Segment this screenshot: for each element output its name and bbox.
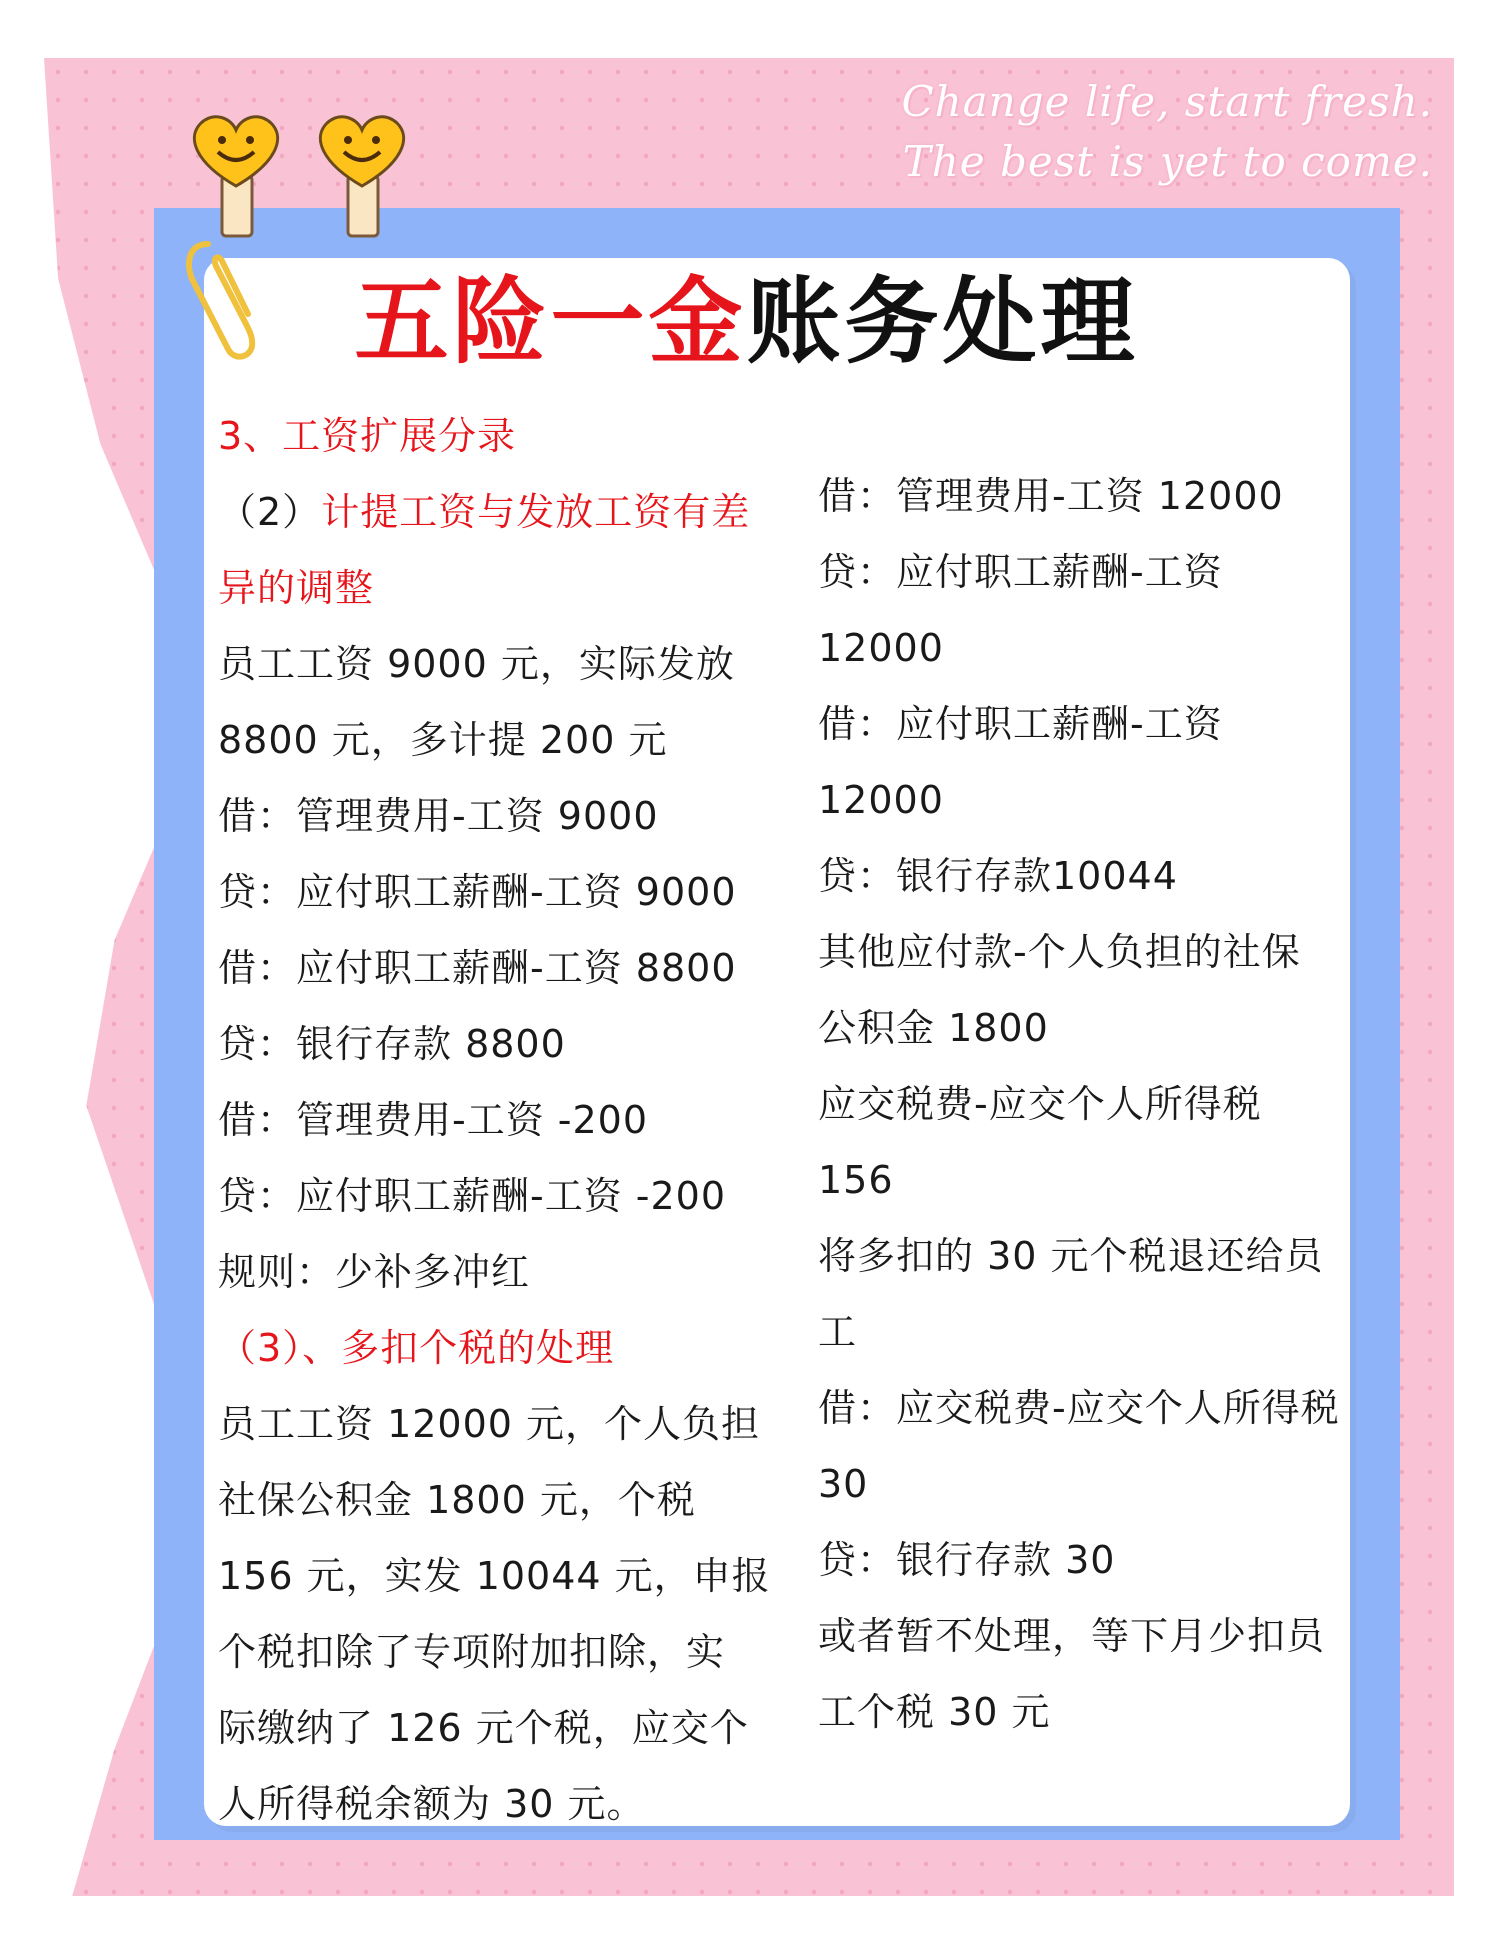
right-line: 贷：银行存款10044 <box>818 854 1178 898</box>
left-line: 员工工资 9000 元，实际发放 <box>218 642 735 686</box>
right-line: 将多扣的 30 元个税退还给员 <box>818 1234 1324 1278</box>
right-line: 借：应交税费-应交个人所得税 <box>818 1386 1340 1430</box>
left-line: 社保公积金 1800 元，个税 <box>218 1478 696 1522</box>
smiley-heart-icon <box>186 108 286 238</box>
title-red: 五险一金 <box>354 268 747 377</box>
left-line: 际缴纳了 126 元个税，应交个 <box>218 1706 749 1750</box>
left-line: 异的调整 <box>218 566 375 610</box>
right-line: 工 <box>818 1310 858 1354</box>
right-line: 12000 <box>818 778 944 822</box>
right-line: 贷：银行存款 30 <box>818 1538 1116 1582</box>
left-line: 个税扣除了专项附加扣除，实 <box>218 1630 726 1674</box>
right-line: 应交税费-应交个人所得税 <box>818 1082 1262 1126</box>
right-line: 156 <box>818 1158 894 1202</box>
left-line: 人所得税余额为 30 元。 <box>218 1782 646 1826</box>
smiley-heart-icon-2 <box>312 108 412 238</box>
left-line: 借：管理费用-工资 -200 <box>218 1098 649 1142</box>
right-line: 公积金 1800 <box>818 1006 1049 1050</box>
line-text: 计提工资与发放工资有差 <box>321 490 751 534</box>
left-column <box>218 398 778 1842</box>
left-line: 156 元，实发 10044 元，申报 <box>218 1554 771 1598</box>
line-prefix: （2） <box>218 490 322 534</box>
left-line: 借：应付职工薪酬-工资 8800 <box>218 946 737 990</box>
right-line: 12000 <box>818 626 944 670</box>
left-line: 员工工资 12000 元，个人负担 <box>218 1402 761 1446</box>
right-line: 工个税 30 元 <box>818 1690 1051 1734</box>
right-line: 或者暂不处理，等下月少扣员 <box>818 1614 1326 1658</box>
right-line: 借：管理费用-工资 12000 <box>818 474 1284 518</box>
right-line: 借：应付职工薪酬-工资 <box>818 702 1223 746</box>
left-line: 3、工资扩展分录 <box>218 414 517 458</box>
left-line <box>218 474 778 550</box>
tagline-line-2: The best is yet to come. <box>902 137 1433 186</box>
left-line: 贷：应付职工薪酬-工资 9000 <box>218 870 737 914</box>
left-line: 贷：应付职工薪酬-工资 -200 <box>218 1174 727 1218</box>
tagline-line-1: Change life, start fresh. <box>901 77 1433 126</box>
left-line: 规则：少补多冲红 <box>218 1250 531 1294</box>
right-line: 30 <box>818 1462 869 1506</box>
left-line: 8800 元，多计提 200 元 <box>218 718 668 762</box>
right-column <box>818 458 1358 1750</box>
right-line: 其他应付款-个人负担的社保 <box>818 930 1301 974</box>
left-line: 贷：银行存款 8800 <box>218 1022 566 1066</box>
left-line: （3）、多扣个税的处理 <box>218 1326 615 1370</box>
tagline <box>901 72 1433 192</box>
right-line: 贷：应付职工薪酬-工资 <box>818 550 1223 594</box>
left-line: 借：管理费用-工资 9000 <box>218 794 659 838</box>
page-title <box>0 268 1493 378</box>
title-black: 账务处理 <box>746 268 1139 377</box>
